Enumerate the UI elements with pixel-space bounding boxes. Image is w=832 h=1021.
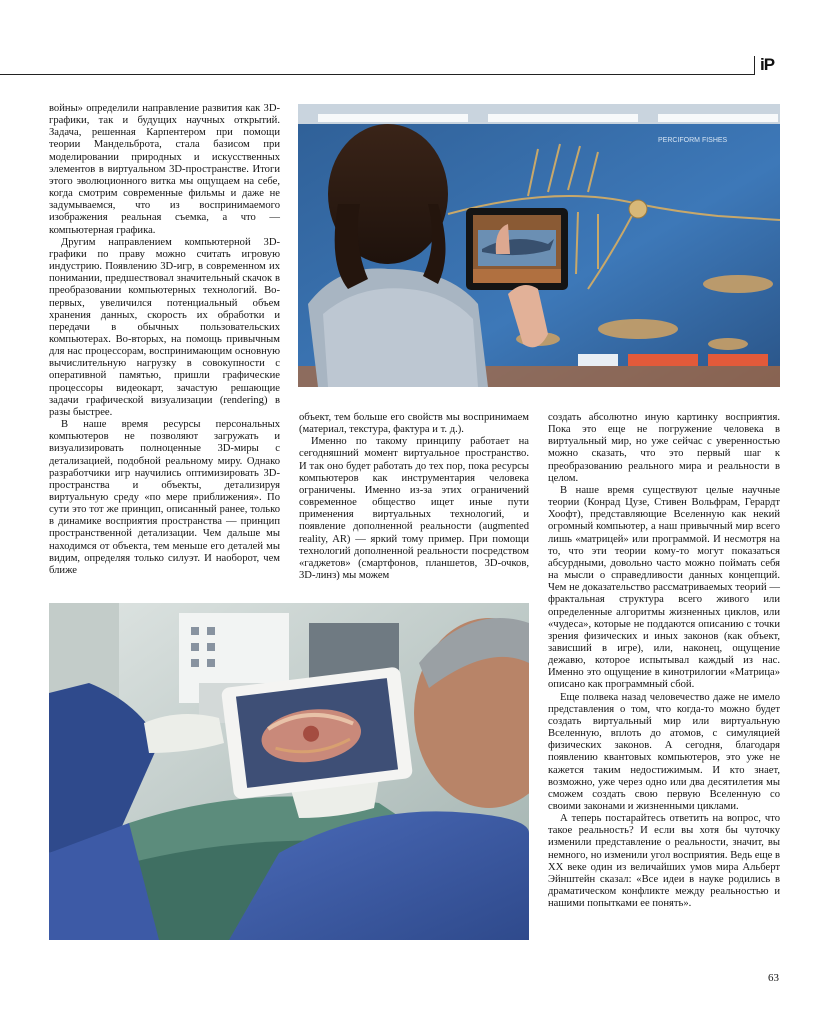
paragraph: Именно по такому принципу работает на сегодняшний момент виртуальное пространство. И так оно будет работать до тех пор, пока ресурсы компьютеров как инструментария человека ограничены. Именно из-за этих ограничений современное общество ищет иные пути применения виртуальных технологий, и появление дополненной реальности (augmented reality, AR) — яркий тому пример. При помощи технологий дополненной реальности посредством «гаджетов» (смартфонов, планшетов, 3D-очков, 3D-линз) мы можем: [299, 436, 529, 582]
paragraph: А теперь постарайтесь ответить на вопрос, что такое реальность? И если вы хотя бы чуточку изменили представление о реальности, значит, вы немного, но изменили угол восприятия. Ведь еще в XX веке один из величайших умов мира Альберт Эйнштейн сказал: «Все идеи в науке родились в драматическом конфликте между реальностью и нашими попытками ее понять».: [548, 813, 780, 910]
text-column-2: [299, 412, 529, 582]
paragraph: Другим направлением компьютерной 3D-графики по праву можно считать игровую индустрию. Появлению 3D-игр, в современном их понимании, предшествовал значительный скачок в преобразовании компьютерных технологий. Во-первых, увеличился потенциальный объем хранения данных, скорость их обработки и передачи в обычных пользовательских компьютерах. Во-вторых, на помощь привычным для нас процессорам, воспринимающим основную вычислительную нагрузку в совокупности с оперативной памятью, пришли графические процессоры видеокарт, зачастую решающие задачи графической визуализации (rendering) в разы быстрее.: [49, 236, 280, 418]
magazine-logo: iP: [760, 55, 775, 74]
exhibit-sign: PERCIFORM FISHES: [658, 137, 728, 144]
museum-ar-photo: [298, 104, 780, 387]
text-column-1: [49, 103, 280, 577]
text-column-3: [548, 412, 780, 910]
paragraph: Еще полвека назад человечество даже не имело представления о том, что когда-то можно будет создать виртуальный мир или виртуальную Вселенную, вплоть до атомов, с симуляцией физических законов. А сегодня, благодаря появлению квантовых компьютеров, это уже не кажется таким недостижимым. И кто знает, возможно, уже через одно или два десятилетия мы сможем создать свою первую Вселенную со своими законами и жизненными циклами.: [548, 691, 780, 812]
paragraph: войны» определили направление развития как 3D-графики, так и будущих научных открытий. Задача, решенная Карпентером при помощи теории Мандельброта, стала базисом при моделировании природных и искусственных элементов в виртуальном 3D-пространстве. Итоги этого эволюционного витка мы ощущаем на себе, когда смотрим современные фильмы и даже не задумываемся, что из воспринимаемого изображения реальная съемка, а что — компьютерная графика.: [49, 103, 280, 236]
surgery-ar-photo: [49, 603, 529, 940]
paragraph: В наше время ресурсы персональных компьютеров не позволяют загружать и визуализировать полноценные 3D-миры с детализацией, подобной реальному миру. Однако разработчики игр научились оптимизировать 3D-пространства и объекты, детализируя виртуальную среду «по мере приближения». По сути это тот же принцип, описанный ранее, только в динамике восприятия пространства — принцип пространственной детализации. Чем дальше мы находимся от объекта, тем меньше его деталей мы видим, определяя только силуэт. И наоборот, чем ближе: [49, 419, 280, 576]
paragraph: В наше время существуют целые научные теории (Конрад Цузе, Стивен Вольфрам, Герардт Хоофт), представляющие Вселенную как некий огромный компьютер, а наш привычный мир всего лишь «матрицей» или программой. И несмотря на то, что эти теории кому-то могут показаться абсурдными, довольно часто можно поймать себя на мысли о справедливости данных концепций. Чем не доказательство рассматриваемых теорий — фрактальная структура всего живого или определенные алгоритмы жизненных циклов, или «чудеса», которые не поддаются описанию с точки зрения физических и иных законов (как объект, зависший в игре), или, наконец, ощущение дежавю, которое испытывал каждый из нас. Именно это ощущение в кинотрилогии «Матрица» описано как программный сбой.: [548, 484, 780, 691]
paragraph: создать абсолютно иную картинку восприятия. Пока это еще не погружение человека в виртуальный мир, но уже сейчас с уверенностью можно сказать, что это первый шаг к преобразованию реального мира и реальности в целом.: [548, 412, 780, 484]
page-number: 63: [768, 972, 779, 984]
header-rule: [0, 74, 755, 75]
paragraph: объект, тем больше его свойств мы воспринимаем (материал, текстура, фактура и т. д.).: [299, 412, 529, 436]
header-divider: [754, 56, 755, 75]
